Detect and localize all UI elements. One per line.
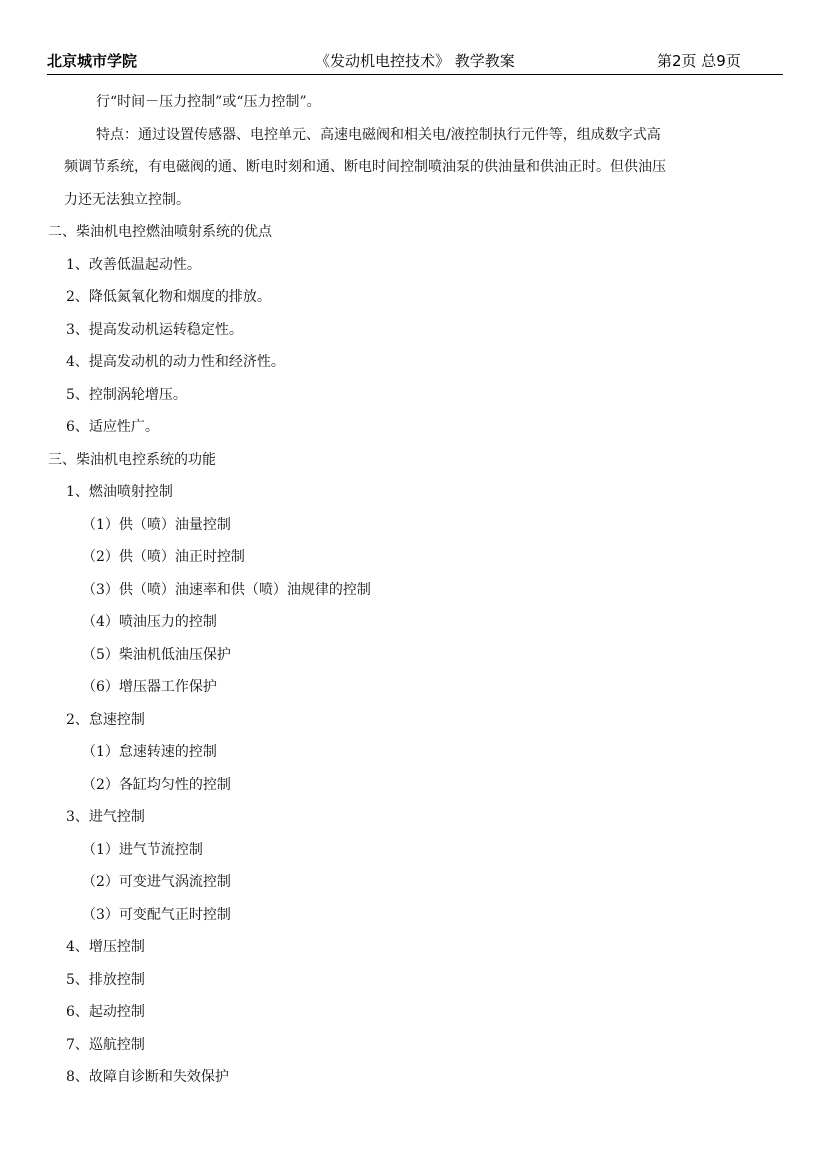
function-heading: 3、进气控制: [66, 809, 145, 825]
list-item: 2、降低氮氧化物和烟度的排放。: [66, 289, 271, 305]
list-item: 6、适应性广。: [66, 419, 159, 435]
sub-item: （4）喷油压力的控制: [82, 614, 217, 630]
paragraph-line: 频调节系统，有电磁阀的通、断电时刻和通、断电时间控制喷油泵的供油量和供油正时。但供油压: [64, 159, 666, 175]
function-heading: 2、怠速控制: [66, 712, 145, 728]
header-page-number: 第2页 总9页: [657, 52, 741, 70]
function-heading: 4、增压控制: [66, 939, 145, 955]
section-heading: 二、柴油机电控燃油喷射系统的优点: [48, 224, 272, 240]
page-header: [47, 50, 783, 75]
list-item: 1、改善低温起动性。: [66, 257, 201, 273]
sub-item: （3）供（喷）油速率和供（喷）油规律的控制: [82, 582, 371, 598]
sub-item: （2）可变进气涡流控制: [82, 874, 231, 890]
header-institution: 北京城市学院: [47, 52, 138, 70]
paragraph-line: 力还无法独立控制。: [64, 192, 190, 208]
sub-item: （1）怠速转速的控制: [82, 744, 217, 760]
function-heading: 6、起动控制: [66, 1004, 145, 1020]
sub-item: （3）可变配气正时控制: [82, 907, 231, 923]
sub-item: （5）柴油机低油压保护: [82, 647, 231, 663]
section-heading: 三、柴油机电控系统的功能: [48, 452, 216, 468]
list-item: 3、提高发动机运转稳定性。: [66, 322, 243, 338]
paragraph-line: 行“时间－压力控制”或“压力控制”。: [96, 94, 321, 110]
sub-item: （1）进气节流控制: [82, 842, 203, 858]
paragraph-line: 特点：通过设置传感器、电控单元、高速电磁阀和相关电/液控制执行元件等，组成数字式高: [96, 127, 661, 143]
list-item: 5、控制涡轮增压。: [66, 387, 187, 403]
list-item: 4、提高发动机的动力性和经济性。: [66, 354, 285, 370]
function-heading: 5、排放控制: [66, 972, 145, 988]
function-heading: 8、故障自诊断和失效保护: [66, 1069, 229, 1085]
sub-item: （2）各缸均匀性的控制: [82, 777, 231, 793]
sub-item: （6）增压器工作保护: [82, 679, 217, 695]
function-heading: 7、巡航控制: [66, 1037, 145, 1053]
header-course-title: 《发动机电控技术》 教学教案: [315, 52, 515, 70]
sub-item: （2）供（喷）油正时控制: [82, 549, 245, 565]
sub-item: （1）供（喷）油量控制: [82, 517, 231, 533]
function-heading: 1、燃油喷射控制: [66, 484, 173, 500]
